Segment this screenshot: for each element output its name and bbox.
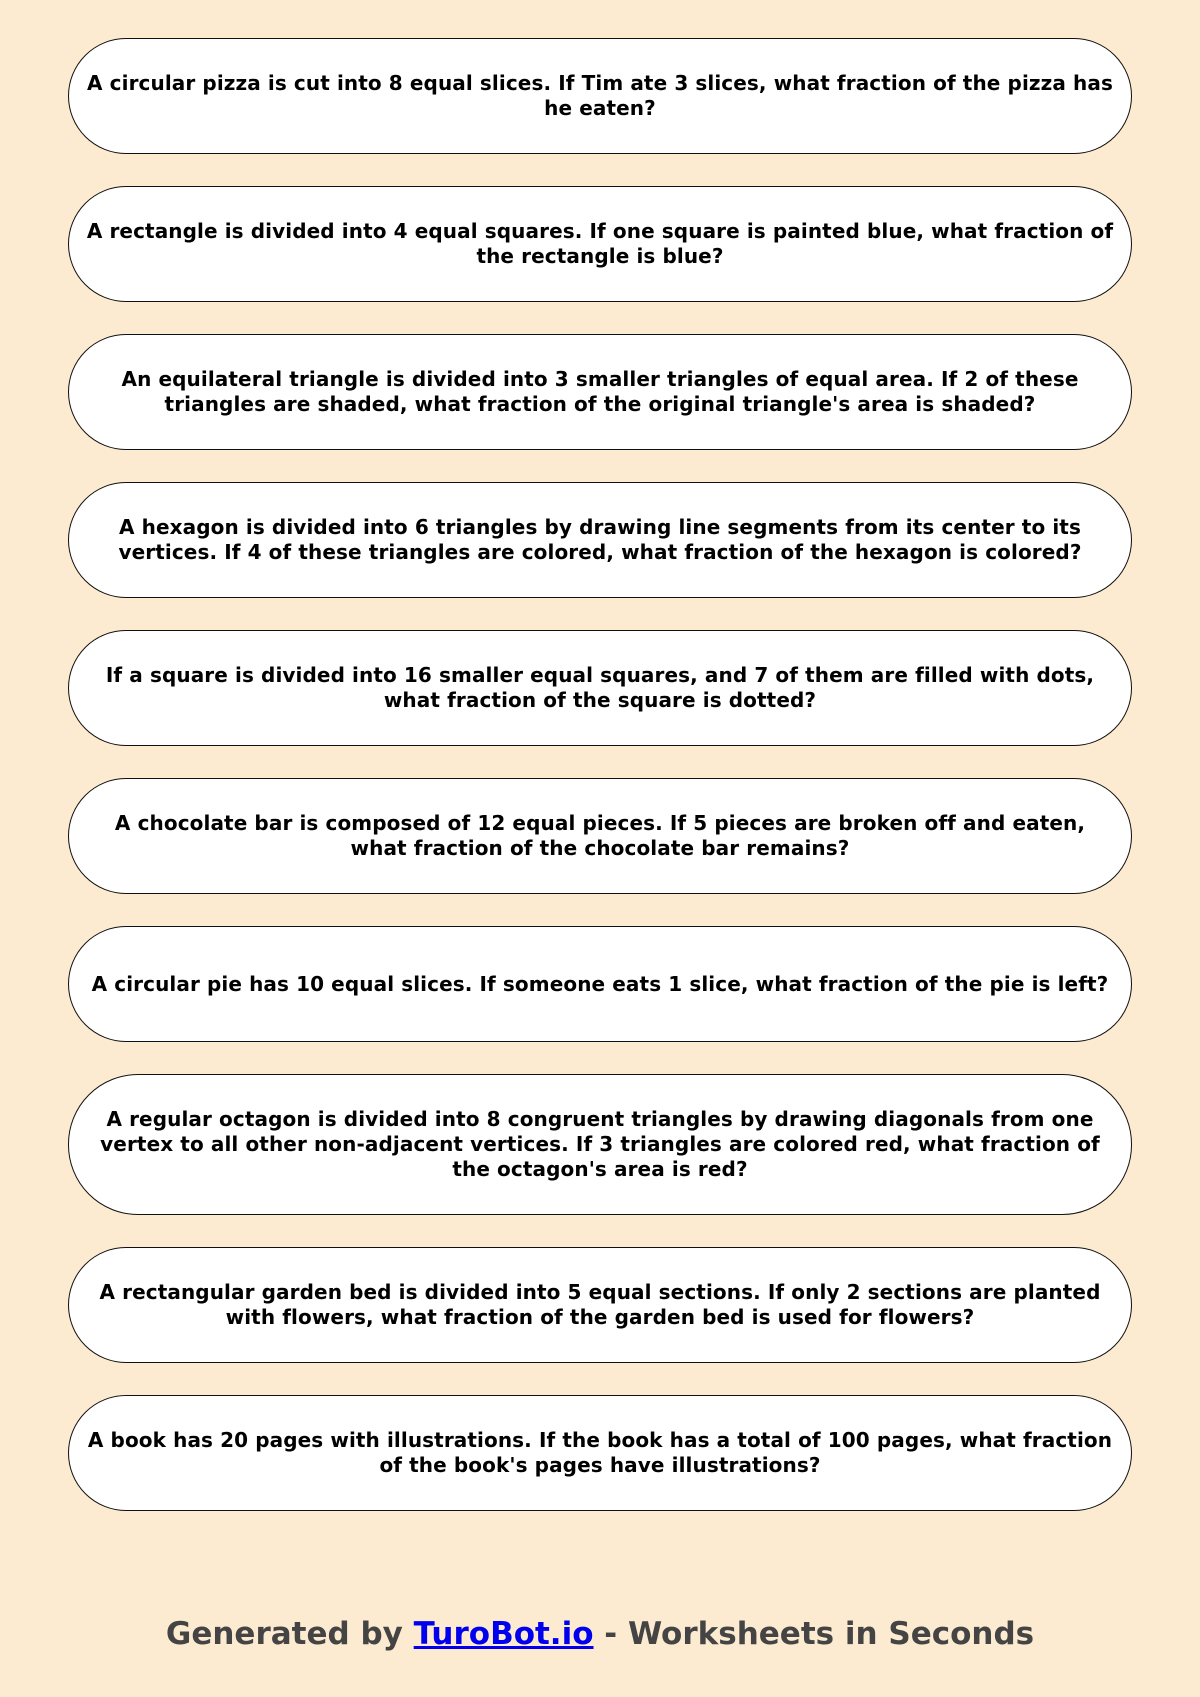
question-card-7 — [68, 926, 1132, 1042]
question-text: An equilateral triangle is divided into 3 smaller triangles of equal area. If 2 of these triangles are shaded, what fraction of the original triangle's area is shaded? — [121, 367, 1079, 416]
question-text: A rectangular garden bed is divided into 5 equal sections. If only 2 sections are planted with flowers, what fraction of the garden bed is used for flowers? — [99, 1280, 1101, 1329]
question-text: A regular octagon is divided into 8 congruent triangles by drawing diagonals from one vertex to all other non-adjacent vertices. If 3 triangles are colored red, what fraction of the octagon's area is red? — [100, 1107, 1100, 1181]
question-text: If a square is divided into 16 smaller equal squares, and 7 of them are filled with dots, what fraction of the square is dotted? — [105, 663, 1095, 712]
question-text: A hexagon is divided into 6 triangles by drawing line segments from its center to its vertices. If 4 of these triangles are colored, what fraction of the hexagon is colored? — [118, 515, 1082, 564]
footer-suffix: - Worksheets in Seconds — [593, 1616, 1035, 1652]
question-card-5 — [68, 630, 1132, 746]
question-card-6 — [68, 778, 1132, 894]
question-card-8 — [68, 1074, 1132, 1215]
question-card-1 — [68, 38, 1132, 154]
question-text: A book has 20 pages with illustrations. If the book has a total of 100 pages, what fraction of the book's pages have illustrations? — [87, 1428, 1113, 1477]
question-text: A rectangle is divided into 4 equal squares. If one square is painted blue, what fraction of the rectangle is blue? — [86, 219, 1114, 268]
question-card-2 — [68, 186, 1132, 302]
footer-prefix: Generated by — [165, 1616, 414, 1652]
footer-credit — [0, 1614, 1200, 1654]
question-text: A chocolate bar is composed of 12 equal pieces. If 5 pieces are broken off and eaten, what fraction of the chocolate bar remains? — [114, 811, 1086, 860]
question-card-4 — [68, 482, 1132, 598]
question-card-3 — [68, 334, 1132, 450]
turobot-link[interactable]: TuroBot.io — [413, 1616, 594, 1652]
question-text: A circular pizza is cut into 8 equal slices. If Tim ate 3 slices, what fraction of the pizza has he eaten? — [87, 71, 1113, 120]
question-text: A circular pie has 10 equal slices. If someone eats 1 slice, what fraction of the pie is left? — [91, 971, 1109, 996]
question-card-10 — [68, 1395, 1132, 1511]
question-list — [68, 38, 1132, 1543]
question-card-9 — [68, 1247, 1132, 1363]
